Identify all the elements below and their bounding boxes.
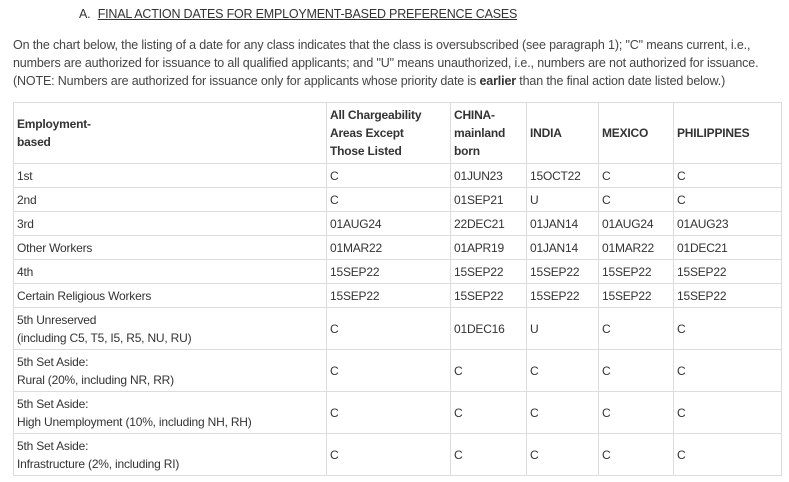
header-line: MEXICO (602, 126, 649, 140)
table-cell: C (599, 350, 674, 392)
header-line: mainland (454, 126, 506, 140)
table-cell: C (327, 164, 451, 188)
table-cell: C (327, 392, 451, 434)
table-cell: 01JAN14 (527, 236, 599, 260)
header-line: All Chargeability (330, 108, 422, 122)
row-label-line: 5th Set Aside: (17, 396, 89, 411)
table-cell: C (674, 434, 782, 476)
table-cell: U (527, 308, 599, 350)
table-cell: 15SEP22 (527, 284, 599, 308)
table-cell: 01AUG24 (327, 212, 451, 236)
table-cell: C (674, 392, 782, 434)
table-cell: C (674, 350, 782, 392)
table-row (14, 434, 782, 476)
table-cell: 01DEC16 (451, 308, 527, 350)
table-cell: C (674, 188, 782, 212)
table-row (14, 164, 782, 188)
table-row (14, 284, 782, 308)
table-header-row (14, 103, 782, 164)
table-cell: C (674, 164, 782, 188)
table-cell: C (599, 164, 674, 188)
header-philippines (674, 103, 782, 164)
row-label-line: High Unemployment (10%, including NH, RH) (17, 414, 252, 429)
row-label-line: (including C5, T5, I5, R5, NU, RU) (17, 330, 192, 345)
row-label (14, 212, 327, 236)
table-cell: 01MAR22 (599, 236, 674, 260)
table-cell: C (599, 434, 674, 476)
table-cell: 15SEP22 (527, 260, 599, 284)
table-cell: 15SEP22 (599, 284, 674, 308)
intro-paragraph (13, 36, 783, 90)
table-cell: C (599, 392, 674, 434)
table-cell: 01AUG24 (599, 212, 674, 236)
header-employment-based (14, 103, 327, 164)
section-heading (79, 7, 517, 21)
row-label (14, 392, 327, 434)
header-line: born (454, 144, 480, 158)
table-cell: 01SEP21 (451, 188, 527, 212)
table-cell: 15SEP22 (451, 260, 527, 284)
table-cell: 15SEP22 (327, 284, 451, 308)
table-row (14, 350, 782, 392)
row-label (14, 284, 327, 308)
table-cell: C (527, 392, 599, 434)
row-label-line: 5th Set Aside: (17, 438, 89, 453)
intro-text-after: than the final action date listed below.) (515, 74, 726, 88)
table-cell: C (527, 350, 599, 392)
table-cell: C (527, 434, 599, 476)
table-row (14, 188, 782, 212)
row-label-line: 3rd (17, 216, 34, 231)
intro-emphasis: earlier (479, 74, 516, 88)
table-cell: 01DEC21 (674, 236, 782, 260)
row-label (14, 350, 327, 392)
table-cell: C (451, 434, 527, 476)
table-cell: 01JAN14 (527, 212, 599, 236)
table-cell: 22DEC21 (451, 212, 527, 236)
table-body (14, 164, 782, 476)
row-label (14, 308, 327, 350)
table-row (14, 260, 782, 284)
header-india (527, 103, 599, 164)
row-label (14, 260, 327, 284)
table-cell: C (674, 308, 782, 350)
table-cell: 01APR19 (451, 236, 527, 260)
table-cell: C (599, 188, 674, 212)
table-cell: 15SEP22 (599, 260, 674, 284)
row-label-line: Rural (20%, including NR, RR) (17, 372, 174, 387)
header-china (451, 103, 527, 164)
table-cell: 15SEP22 (674, 260, 782, 284)
header-all-chargeability (327, 103, 451, 164)
row-label-line: Other Workers (17, 240, 93, 255)
row-label (14, 434, 327, 476)
table-cell: C (327, 434, 451, 476)
row-label-line: Certain Religious Workers (17, 288, 152, 303)
table-cell: U (527, 188, 599, 212)
row-label-line: 4th (17, 264, 34, 279)
header-line: based (17, 135, 51, 149)
table-cell: C (599, 308, 674, 350)
row-label (14, 236, 327, 260)
row-label-line: 5th Set Aside: (17, 354, 89, 369)
table-cell: C (327, 188, 451, 212)
table-cell: 01MAR22 (327, 236, 451, 260)
table-cell: 01AUG23 (674, 212, 782, 236)
header-line: INDIA (530, 126, 562, 140)
table-row (14, 212, 782, 236)
section-letter: A. (79, 7, 91, 21)
table-row (14, 308, 782, 350)
row-label (14, 188, 327, 212)
header-line: Those Listed (330, 144, 402, 158)
table-row (14, 392, 782, 434)
header-line: Employment- (17, 117, 91, 131)
header-line: Areas Except (330, 126, 404, 140)
table-cell: C (327, 308, 451, 350)
row-label-line: 2nd (17, 192, 37, 207)
table-cell: 15SEP22 (451, 284, 527, 308)
intro-text-before: On the chart below, the listing of a date for any class indicates that the class is oversubscribed (see paragraph 1); "C" means current, i.e., numbers are authorized for issuance to all qualified applicants; and "U" means unauthorized, i.e., numbers are not authorized for issuance. (NOTE: Numbers are authorized for issuance only for applicants whose priority date is (13, 38, 759, 88)
header-mexico (599, 103, 674, 164)
row-label-line: 5th Unreserved (17, 312, 97, 327)
header-line: CHINA- (454, 108, 495, 122)
table-cell: 01JUN23 (451, 164, 527, 188)
header-line: PHILIPPINES (677, 126, 750, 140)
table-cell: C (451, 350, 527, 392)
row-label (14, 164, 327, 188)
section-title: FINAL ACTION DATES FOR EMPLOYMENT-BASED PREFERENCE CASES (97, 7, 518, 21)
final-action-dates-table (13, 102, 782, 476)
table-cell: C (327, 350, 451, 392)
row-label-line: Infrastructure (2%, including RI) (17, 456, 180, 471)
row-label-line: 1st (17, 168, 33, 183)
table-cell: 15OCT22 (527, 164, 599, 188)
table-cell: 15SEP22 (327, 260, 451, 284)
table-cell: 15SEP22 (674, 284, 782, 308)
table-row (14, 236, 782, 260)
table-cell: C (451, 392, 527, 434)
